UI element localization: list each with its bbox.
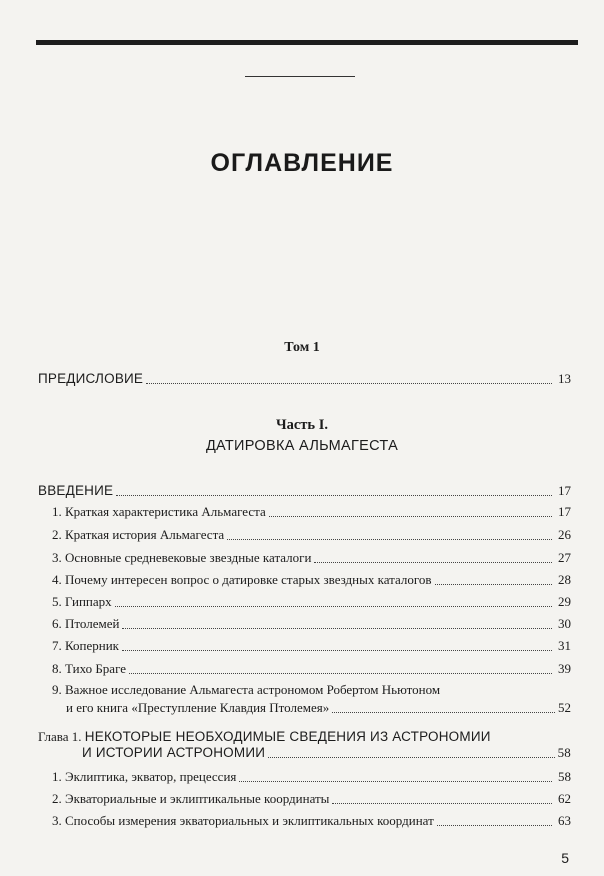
toc-entry-page: 26: [558, 527, 571, 542]
toc-entry-title: 6. Птолемей: [52, 616, 120, 631]
dot-leader: [122, 649, 552, 651]
header-rule: [36, 40, 578, 45]
toc-entry-page: 62: [558, 791, 571, 806]
toc-entry-title-line2: и его книга «Преступление Клавдия Птолемея»: [66, 700, 330, 715]
dot-leader: [116, 494, 552, 496]
dot-leader: [435, 583, 553, 585]
dot-leader: [269, 515, 552, 517]
toc-entry[interactable]: [52, 616, 571, 632]
toc-entry[interactable]: [52, 594, 571, 610]
toc-entry-page: 17: [558, 504, 571, 519]
toc-entry[interactable]: [52, 769, 571, 785]
toc-entry-page: 63: [558, 813, 571, 828]
toc-entry-page: 30: [558, 616, 571, 631]
toc-entry-title: ПРЕДИСЛОВИЕ: [38, 371, 144, 386]
toc-entry-page: 27: [558, 550, 571, 565]
volume-label: Том 1: [284, 340, 320, 355]
toc-entry[interactable]: [52, 527, 571, 543]
dot-leader: [227, 538, 552, 540]
toc-entry-title: 4. Почему интересен вопрос о датировке старых звездных каталогов: [52, 572, 432, 587]
toc-entry-preface[interactable]: [38, 371, 571, 387]
toc-entry-title: 5. Гиппарх: [52, 594, 112, 609]
dot-leader: [129, 672, 552, 674]
toc-entry[interactable]: [52, 791, 571, 807]
dot-leader: [268, 756, 554, 758]
toc-entry-title: 3. Способы измерения экваториальных и эклиптикальных координат: [52, 813, 434, 828]
toc-entry[interactable]: [52, 813, 571, 829]
toc-entry-page: 52: [558, 700, 571, 715]
toc-entry-introduction[interactable]: [38, 483, 571, 499]
toc-entry-multiline[interactable]: [52, 682, 571, 716]
toc-entry-title: 2. Экваториальные и эклиптикальные координаты: [52, 791, 330, 806]
dot-leader: [332, 711, 555, 713]
toc-entry-page: 31: [558, 638, 571, 653]
toc-entry[interactable]: [52, 638, 571, 654]
toc-entry[interactable]: [52, 572, 571, 588]
toc-entry-page: 17: [558, 483, 571, 498]
toc-entry-page: 28: [558, 572, 571, 587]
chapter-title-line1: [38, 729, 571, 745]
chapter-title-line2: [38, 745, 571, 761]
dot-leader: [122, 627, 552, 629]
toc-chapter-1[interactable]: [38, 729, 571, 761]
toc-entry-line2: [52, 700, 571, 716]
toc-entry-title: 1. Краткая характеристика Альмагеста: [52, 504, 266, 519]
separator-line: [245, 76, 355, 77]
toc-entry[interactable]: [52, 504, 571, 520]
toc-entry[interactable]: [52, 661, 571, 677]
dot-leader: [437, 824, 552, 826]
toc-entry-page: 39: [558, 661, 571, 676]
toc-entry-page: 13: [558, 371, 571, 386]
part-label: Часть I.: [275, 417, 328, 433]
chapter-title: НЕКОТОРЫЕ НЕОБХОДИМЫЕ СВЕДЕНИЯ ИЗ АСТРОНОМИИ: [84, 729, 491, 744]
toc-entry[interactable]: [52, 550, 571, 566]
dot-leader: [146, 382, 552, 384]
toc-entry-title: 2. Краткая история Альмагеста: [52, 527, 225, 542]
toc-entry-title: 3. Основные средневековые звездные каталоги: [52, 550, 312, 565]
toc-entry-page: 58: [558, 769, 571, 784]
toc-entry-title: 8. Тихо Браге: [52, 661, 126, 676]
toc-entry-title: 7. Коперник: [52, 638, 119, 653]
dot-leader: [115, 605, 552, 607]
part-title: ДАТИРОВКА АЛЬМАГЕСТА: [205, 438, 399, 454]
page-title: ОГЛАВЛЕНИЕ: [210, 149, 394, 177]
toc-entry-title-line1: 9. Важное исследование Альмагеста астрономом Робертом Ньютоном: [52, 682, 441, 697]
toc-entry-title: 1. Эклиптика, экватор, прецессия: [52, 769, 237, 784]
dot-leader: [239, 780, 552, 782]
toc-entry-page: 29: [558, 594, 571, 609]
toc-entry-title: ВВЕДЕНИЕ: [38, 483, 114, 498]
page-number: 5: [561, 850, 569, 866]
dot-leader: [314, 561, 552, 563]
chapter-prefix: Глава 1.: [38, 729, 82, 744]
toc-entry-page: 58: [557, 745, 571, 760]
chapter-title-continued: И ИСТОРИИ АСТРОНОМИИ: [82, 745, 266, 760]
dot-leader: [332, 802, 552, 804]
